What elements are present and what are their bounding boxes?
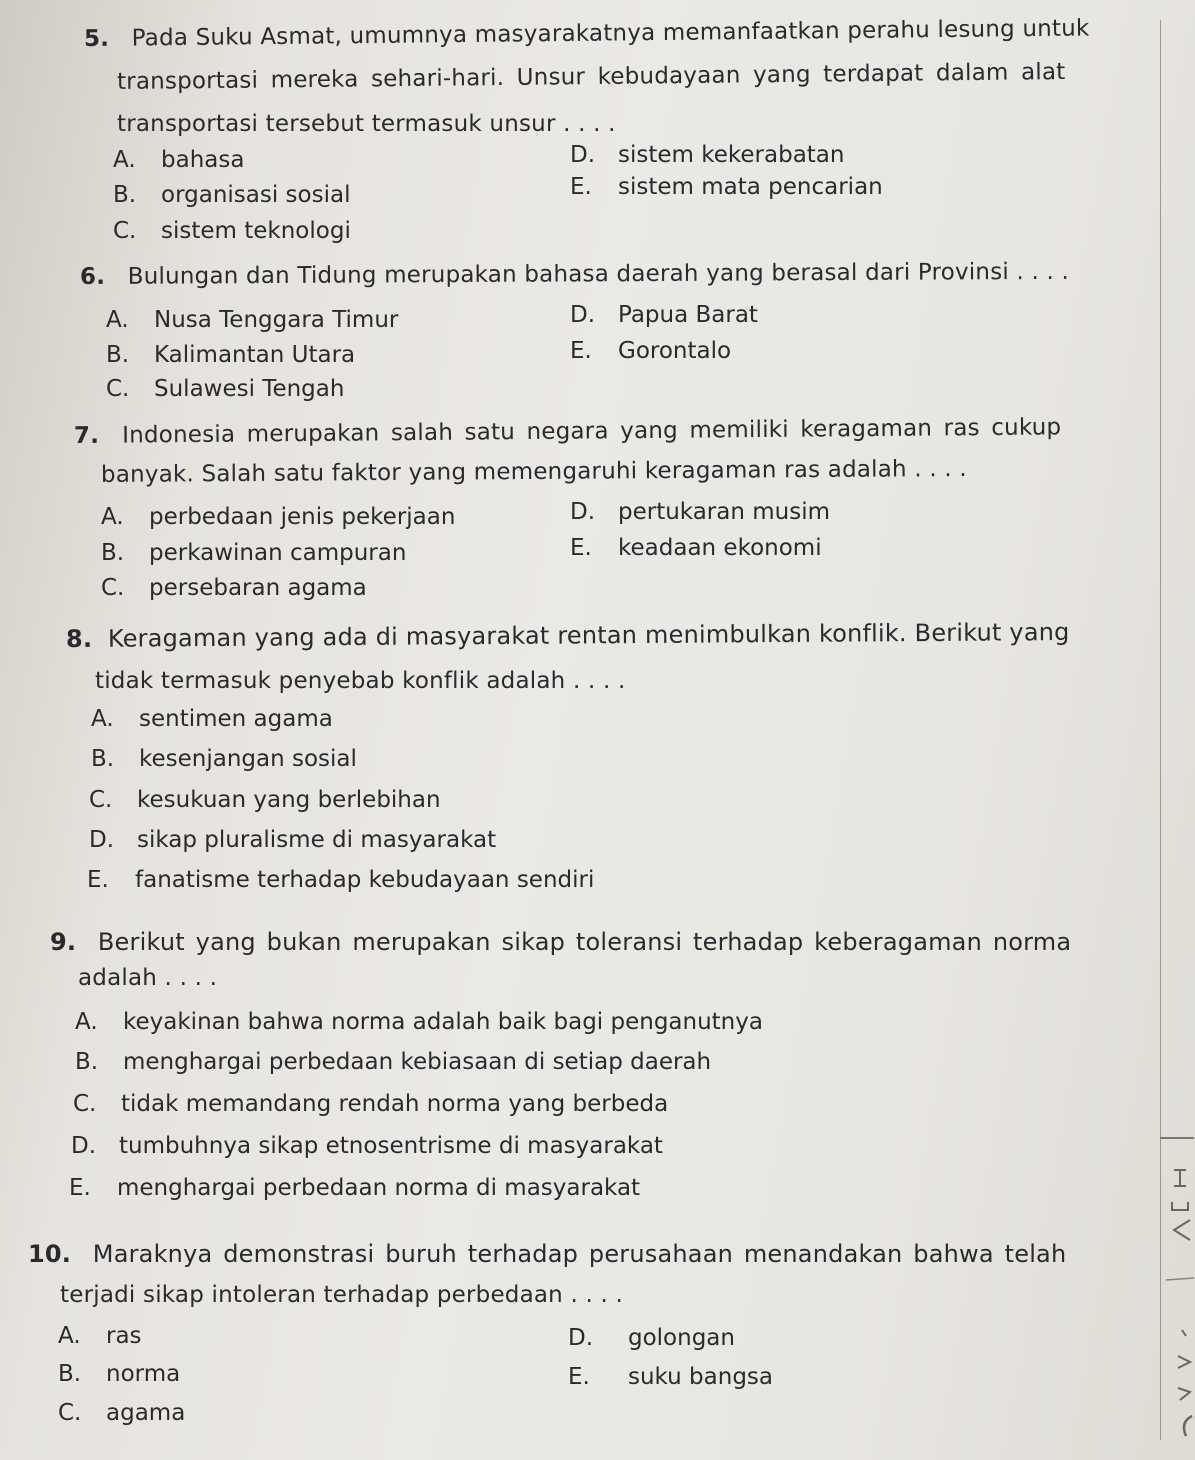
option-5a[interactable]: A. bahasa bbox=[113, 147, 245, 173]
option-9a[interactable]: A. keyakinan bahwa norma adalah baik bagi penganutnya bbox=[75, 1009, 763, 1035]
option-9b[interactable]: B. menghargai perbedaan kebiasaan di setiap daerah bbox=[75, 1049, 712, 1075]
question-number: 6. bbox=[79, 263, 106, 290]
option-8e[interactable]: E. fanatisme terhadap kebudayaan sendiri bbox=[87, 867, 595, 893]
option-10d[interactable]: D. golongan bbox=[568, 1325, 735, 1351]
option-7a[interactable]: A. perbedaan jenis pekerjaan bbox=[101, 504, 456, 530]
option-5e[interactable]: E. sistem mata pencarian bbox=[570, 174, 883, 200]
question-number: 8. bbox=[65, 624, 93, 653]
question-7-line-2: banyak. Salah satu faktor yang memengaruhi keragaman ras adalah . . . . bbox=[100, 455, 967, 488]
question-8-line-1: 8. Keragaman yang ada di masyarakat rentan menimbulkan konflik. Berikut yang bbox=[65, 617, 1070, 653]
option-7e[interactable]: E. keadaan ekonomi bbox=[570, 535, 822, 561]
question-number: 7. bbox=[73, 422, 100, 449]
option-10b[interactable]: B. norma bbox=[58, 1361, 181, 1387]
option-10a[interactable]: A. ras bbox=[58, 1323, 142, 1349]
option-7c[interactable]: C. persebaran agama bbox=[101, 575, 367, 601]
question-7-line-1: 7. Indonesia merupakan salah satu negara yang memiliki keragaman ras cukup bbox=[73, 414, 1062, 449]
question-5-line-2: transportasi mereka sehari-hari. Unsur kebudayaan yang terdapat dalam alat bbox=[116, 59, 1066, 95]
option-8b[interactable]: B. kesenjangan sosial bbox=[91, 746, 357, 772]
option-10c[interactable]: C. agama bbox=[58, 1400, 186, 1426]
question-number: 10. bbox=[28, 1240, 72, 1268]
question-5-line-3: transportasi tersebut termasuk unsur . . . . bbox=[117, 111, 616, 137]
question-10-line-1: 10. Maraknya demonstrasi buruh terhadap perusahaan menandakan bahwa telah bbox=[28, 1240, 1067, 1268]
option-6d[interactable]: D. Papua Barat bbox=[570, 302, 758, 328]
question-9-line-2: adalah . . . . bbox=[78, 965, 218, 991]
question-6-line-1: 6. Bulungan dan Tidung merupakan bahasa daerah yang berasal dari Provinsi . . . . bbox=[79, 258, 1070, 290]
option-7d[interactable]: D. pertukaran musim bbox=[570, 499, 831, 525]
option-5d[interactable]: D. sistem kekerabatan bbox=[570, 142, 845, 168]
option-7b[interactable]: B. perkawinan campuran bbox=[101, 540, 407, 566]
question-number: 5. bbox=[83, 25, 110, 52]
question-number: 9. bbox=[50, 928, 77, 956]
option-8a[interactable]: A. sentimen agama bbox=[91, 706, 333, 732]
question-10-line-2: terjadi sikap intoleran terhadap perbedaan . . . . bbox=[60, 1282, 624, 1308]
option-9e[interactable]: E. menghargai perbedaan norma di masyarakat bbox=[69, 1175, 641, 1201]
option-9c[interactable]: C. tidak memandang rendah norma yang berbeda bbox=[73, 1091, 669, 1117]
option-6b[interactable]: B. Kalimantan Utara bbox=[106, 342, 356, 368]
option-8c[interactable]: C. kesukuan yang berlebihan bbox=[89, 787, 441, 813]
option-6e[interactable]: E. Gorontalo bbox=[570, 338, 732, 364]
option-6c[interactable]: C. Sulawesi Tengah bbox=[106, 376, 345, 402]
option-10e[interactable]: E. suku bangsa bbox=[568, 1364, 774, 1390]
question-8-line-2: tidak termasuk penyebab konflik adalah . . . . bbox=[95, 668, 626, 694]
option-6a[interactable]: A. Nusa Tenggara Timur bbox=[106, 307, 399, 333]
question-9-line-1: 9. Berikut yang bukan merupakan sikap toleransi terhadap keberagaman norma bbox=[50, 928, 1072, 956]
question-5-line-1: 5. Pada Suku Asmat, umumnya masyarakatnya memanfaatkan perahu lesung untuk bbox=[83, 15, 1090, 52]
adjacent-page-marks-graphic bbox=[1160, 1130, 1195, 1450]
option-5c[interactable]: C. sistem teknologi bbox=[113, 218, 351, 244]
option-5b[interactable]: B. organisasi sosial bbox=[113, 182, 351, 208]
option-9d[interactable]: D. tumbuhnya sikap etnosentrisme di masyarakat bbox=[71, 1133, 663, 1159]
option-8d[interactable]: D. sikap pluralisme di masyarakat bbox=[89, 827, 497, 853]
